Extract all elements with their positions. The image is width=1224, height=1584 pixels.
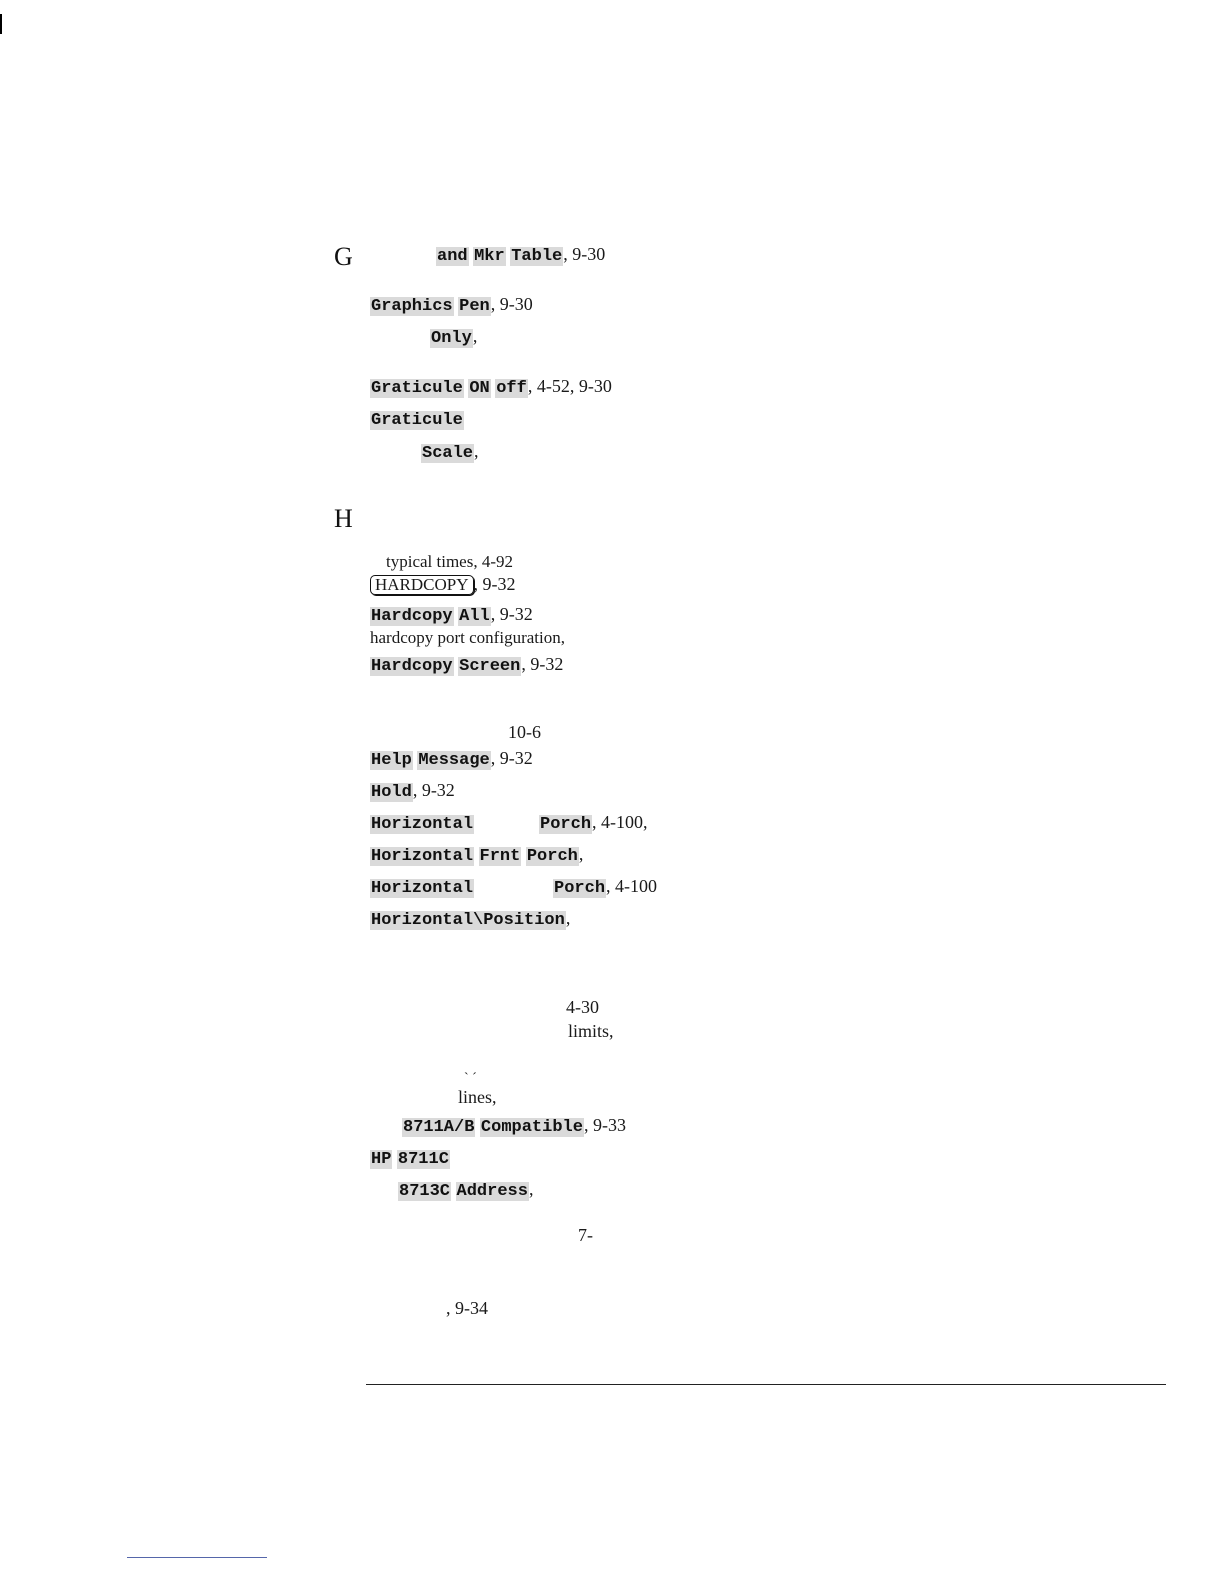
page-reference: , 4-100 <box>606 876 658 896</box>
softkey-label: Screen <box>459 657 521 676</box>
index-entry-only <box>430 325 477 350</box>
page-edge-mark <box>0 14 2 34</box>
page-reference: , <box>528 1179 534 1199</box>
softkey-label: Address <box>456 1182 528 1201</box>
index-entry-hp8711c <box>370 1146 450 1171</box>
index-text-lines: lines, <box>458 1087 497 1107</box>
page-reference: , 9-32 <box>490 748 533 768</box>
page-reference: , 9-32 <box>473 574 516 594</box>
index-ref-7: 7- <box>578 1225 593 1245</box>
softkey-label: Frnt <box>479 847 521 866</box>
index-entry-scale <box>421 440 479 465</box>
page-reference: , 9-30 <box>490 294 533 314</box>
index-ref-10-6: 10-6 <box>508 722 541 742</box>
index-entry-graphics-pen <box>370 293 533 318</box>
index-entry-graticule-on-off <box>370 375 612 400</box>
index-text-limits: limits, <box>568 1021 614 1041</box>
softkey-label: Horizontal <box>371 815 474 834</box>
index-entry-hold <box>370 779 455 804</box>
softkey-label: Message <box>418 751 490 770</box>
page-reference: , 9-32 <box>490 604 533 624</box>
softkey-label: Horizontal <box>371 879 474 898</box>
index-entry-horizontal-back-porch <box>370 811 648 836</box>
page-reference: , <box>565 908 571 928</box>
page-reference: , 9-30 <box>563 244 606 264</box>
index-entry-horizontal-frnt-porch <box>370 843 583 868</box>
softkey-label: Compatible <box>480 1118 583 1137</box>
softkey-label: and <box>437 247 468 266</box>
softkey-label: Horizontal\Position <box>371 911 565 930</box>
index-entry-horizontal-sync-porch <box>370 875 657 900</box>
page-reference: , 9-33 <box>583 1115 626 1135</box>
softkey-label: Graticule <box>371 379 463 398</box>
index-entry-hardcopy-all <box>370 603 533 628</box>
index-entry-hardcopy-screen <box>370 653 563 678</box>
softkey-label: Hold <box>371 783 412 802</box>
index-entry-typical-times: typical times, 4-92 <box>386 552 514 571</box>
index-ref-9-34: , 9-34 <box>446 1298 488 1318</box>
hardkey-label: HARDCOPY <box>370 575 474 595</box>
footer-rule <box>366 1384 1166 1385</box>
softkey-label: Porch <box>526 847 578 866</box>
softkey-label: 8713C <box>399 1182 451 1201</box>
softkey-label: Help <box>371 751 412 770</box>
page-reference: , 4-100, <box>592 812 648 832</box>
index-entry-8711ab-compatible <box>402 1114 626 1139</box>
page-reference: , 9-32 <box>412 780 455 800</box>
index-ref-4-30: 4-30 <box>566 997 599 1017</box>
softkey-label: 8711C <box>397 1150 449 1169</box>
softkey-label: Table <box>511 247 563 266</box>
softkey-label: Porch <box>540 815 592 834</box>
softkey-label: Horizontal <box>371 847 474 866</box>
softkey-label: ON <box>469 379 490 398</box>
index-entry-help-message <box>370 747 533 772</box>
index-entry-8713c-address <box>398 1178 533 1203</box>
softkey-label: All <box>459 607 490 626</box>
index-entry-and-mkr-table <box>436 243 605 268</box>
index-entry-graticule <box>370 407 464 432</box>
index-entry-hardcopy-port: hardcopy port configuration, <box>370 628 565 647</box>
section-letter-g: G <box>334 242 353 271</box>
page-reference: , <box>472 326 478 346</box>
softkey-label: Only <box>431 329 472 348</box>
softkey-label: Mkr <box>474 247 505 266</box>
page-reference: , 4-52, 9-30 <box>527 376 612 396</box>
softkey-label: Hardcopy <box>371 657 453 676</box>
page-reference: , <box>578 844 584 864</box>
page-reference: , <box>474 441 479 461</box>
page-reference: , 9-32 <box>521 654 564 674</box>
section-letter-h: H <box>334 504 353 533</box>
softkey-label: Pen <box>459 297 490 316</box>
softkey-label: Hardcopy <box>371 607 453 626</box>
softkey-label: HP <box>371 1150 392 1169</box>
softkey-label: Graphics <box>371 297 453 316</box>
index-entry-hardcopy-key <box>370 573 516 595</box>
softkey-label: off <box>496 379 527 398</box>
bottom-margin-line <box>127 1557 267 1558</box>
softkey-label: Porch <box>554 879 606 898</box>
index-text-accent: ` ´ <box>464 1071 477 1086</box>
softkey-label: Graticule <box>371 411 463 430</box>
softkey-label: Scale <box>422 444 474 463</box>
softkey-label: 8711A/B <box>403 1118 475 1137</box>
index-entry-horizontal-position <box>370 907 570 932</box>
